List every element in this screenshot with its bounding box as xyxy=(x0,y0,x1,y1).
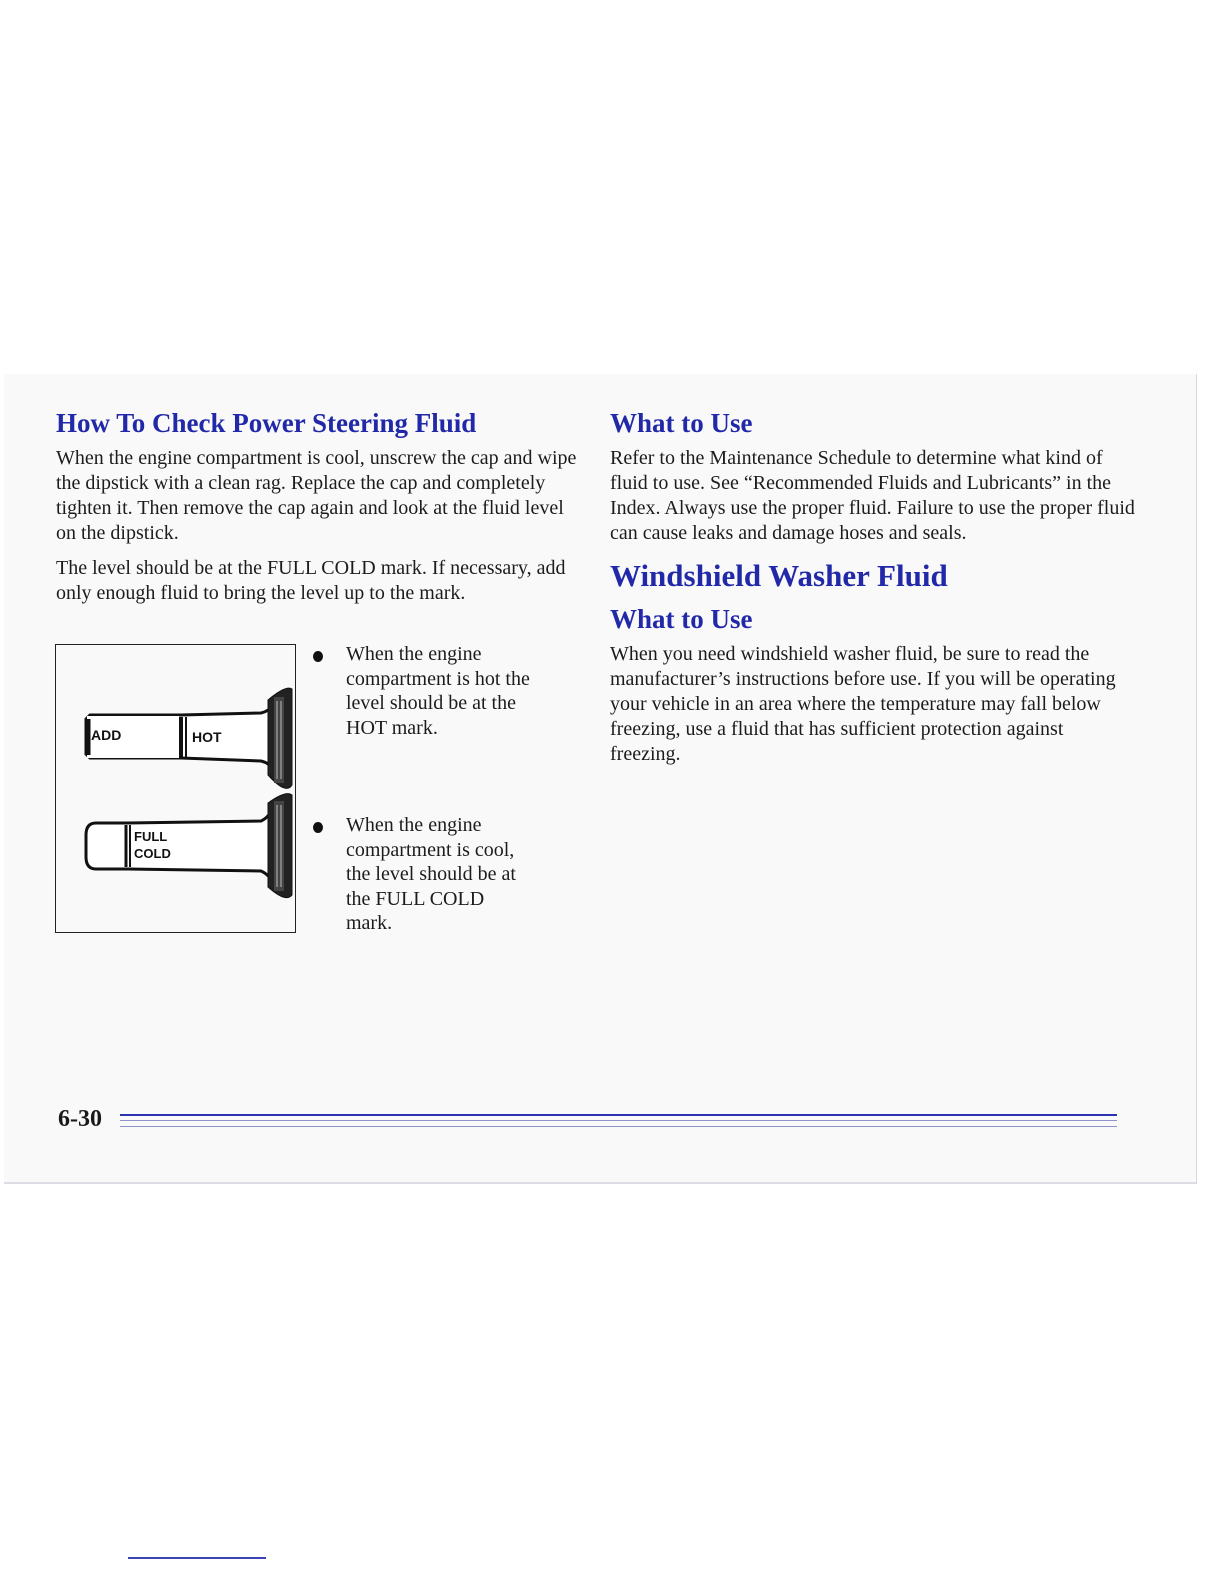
bullet-dot-icon xyxy=(313,651,323,662)
stray-line xyxy=(128,1557,266,1559)
paragraph-washer-fluid: When you need windshield washer fluid, be sure to read the manufacturer’s instructions before use. If you will be operating your vehicle in an area where the temperature may fall below freezing, use a fluid that has sufficient protection against freezing. xyxy=(610,643,1116,765)
paragraph-power-steering-fluid-type: Refer to the Maintenance Schedule to determine what kind of fluid to use. See “Recommended Fluids and Lubricants” in the Index. Always use the proper fluid. Failure to use the proper fluid can cause leaks and damage hoses and seals. xyxy=(610,447,1135,544)
footer-rule xyxy=(120,1114,1117,1116)
dipstick-cold xyxy=(86,794,292,898)
left-column xyxy=(56,406,581,606)
dipstick-hot xyxy=(86,688,292,788)
add-mark-label: ADD xyxy=(91,727,122,743)
bullet-hot xyxy=(313,642,533,740)
full-mark-label: FULL xyxy=(134,829,168,844)
paragraph-level-note: The level should be at the FULL COLD mark. If necessary, add only enough fluid to bring the level up to the mark. xyxy=(56,557,566,604)
bullet-hot-text: When the engine compartment is hot the level should be at the HOT mark. xyxy=(346,643,530,739)
bullet-cold-text: When the engine compartment is cool, the level should be at the FULL COLD mark. xyxy=(346,814,516,934)
section-heading-power-steering: How To Check Power Steering Fluid xyxy=(56,408,477,438)
right-column xyxy=(610,406,1135,767)
hot-mark-label: HOT xyxy=(192,729,222,745)
dipstick-drawing xyxy=(56,645,295,932)
manual-page xyxy=(4,374,1197,1184)
subheading-what-to-use-2: What to Use xyxy=(610,604,753,634)
footer-rule-thin xyxy=(120,1120,1117,1121)
subheading-what-to-use-1: What to Use xyxy=(610,408,753,438)
bullet-dot-icon xyxy=(313,822,323,833)
bullet-cold xyxy=(313,813,533,936)
section-heading-washer-fluid: Windshield Washer Fluid xyxy=(610,558,948,593)
footer-rule-thin xyxy=(120,1126,1117,1127)
dipstick-illustration xyxy=(55,644,296,933)
page-number: 6-30 xyxy=(58,1106,102,1132)
cold-mark-label: COLD xyxy=(134,846,171,861)
paragraph-check-procedure: When the engine compartment is cool, unscrew the cap and wipe the dipstick with a clean rag. Replace the cap and completely tighten it. Then remove the cap again and look at the fluid level on the dipstick. xyxy=(56,447,577,544)
